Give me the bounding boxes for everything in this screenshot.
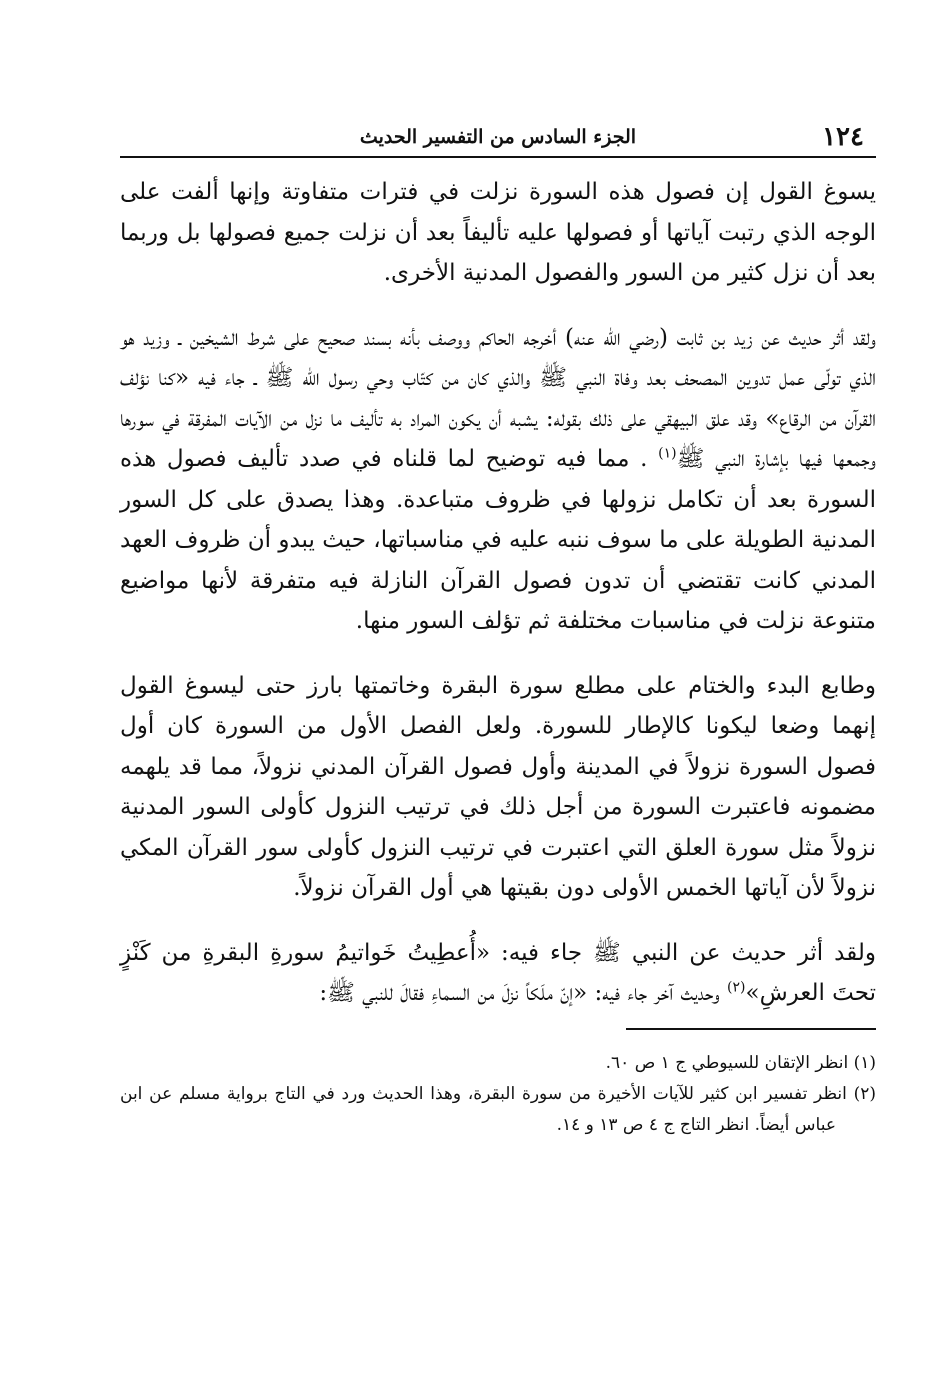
running-head — [120, 112, 876, 156]
footnotes — [120, 1048, 876, 1141]
paragraph-1 — [120, 172, 876, 294]
book-page — [120, 112, 876, 1141]
footnote-reference-2[interactable]: (٢) — [727, 979, 746, 996]
body-text — [120, 172, 876, 1014]
footnote-reference-1[interactable]: (١) — [658, 445, 677, 462]
running-title: الجزء السادس من التفسير الحديث — [359, 126, 637, 148]
paragraph-text-continued: . مما فيه توضيح لما قلناه في صدد تأليف فصول هذه السورة بعد أن تكامل نزولها في ظروف متباعدة. وهذا يصدق على كل السور المدنية الطويلة على ما سوف ننبه عليه في مناسباتها، حيث يبدو أن ظروف العهد المدني كانت تقتضي أن تدون فصول القرآن النازلة فيه متفرقة لأنها مواضيع متنوعة نزلت في مناسبات مختلفة ثم تؤلف السور منها. — [120, 446, 876, 634]
paragraph-text: ولقد أثر حديث عن النبي ﷺ جاء فيه: «أُعطِيتُ خَواتيمُ سورةِ البقرةِ من كَنْزٍ تحتَ العرشِ» — [120, 939, 876, 1006]
footnote-1: (١) انظر الإتقان للسيوطي ج ١ ص ٦٠. — [605, 1052, 876, 1073]
paragraph-2 — [120, 318, 876, 642]
paragraph-4 — [120, 933, 876, 1014]
footnote-divider — [626, 1028, 876, 1030]
paragraph-text: ولقد أثر حديث عن زيد بن ثابت (رضي الله عنه) أخرجه الحاكم ووصف بأنه بسند صحيح على شرط الشيخين ـ وزيد هو الذي تولّى عمل تدوين المصحف بعد وفاة النبي ﷺ والذي كان من كتّاب وحي رسول الله ﷺ ـ جاء فيه «كنا نؤلف القرآن من الرقاع» وقد علق البيهقي على ذلك بقوله: يشبه أن يكون المراد به تأليف ما نزل من الآيات المفرقة في سورها وجمعها فيها بإشارة النبي ﷺ — [120, 324, 876, 472]
paragraph-3 — [120, 666, 876, 909]
paragraph-text: وطابع البدء والختام على مطلع سورة البقرة وخاتمتها بارز حتى ليسوغ القول إنهما وضعا ليكونا كالإطار للسورة. ولعل الفصل الأول من السورة كان أول فصول السورة نزولاً في المدينة وأول فصول القرآن المدني نزولاً، مما قد يلهمه مضمونه فاعتبرت السورة من أجل ذلك في ترتيب النزول كأولى السور المدنية نزولاً مثل سورة العلق التي اعتبرت في ترتيب النزول كأولى سور القرآن المكي نزولاً لأن آياتها الخمس الأولى دون بقيتها هي أول القرآن نزولاً. — [120, 672, 876, 901]
footnote-2: (٢) انظر تفسير ابن كثير للآيات الأخيرة من سورة البقرة، وهذا الحديث ورد في التاج برواية مسلم عن ابن عباس أيضاً. انظر التاج ج ٤ ص ١٣ و ١٤. — [120, 1083, 876, 1135]
page-number: ١٢٤ — [822, 122, 864, 152]
paragraph-text: يسوغ القول إن فصول هذه السورة نزلت في فترات متفاوتة وإنها ألفت على الوجه الذي رتبت آياتها أو فصولها عليه تأليفاً بعد أن نزلت جميع فصولها بل وربما بعد أن نزل كثير من السور والفصول المدنية الأخرى. — [120, 179, 876, 286]
paragraph-text-continued: وحديث آخر جاء فيه: «إنّ ملَكاً نزلَ من السماءِ فقالَ للنبي ﷺ: — [319, 980, 728, 1006]
header-divider — [120, 156, 876, 158]
